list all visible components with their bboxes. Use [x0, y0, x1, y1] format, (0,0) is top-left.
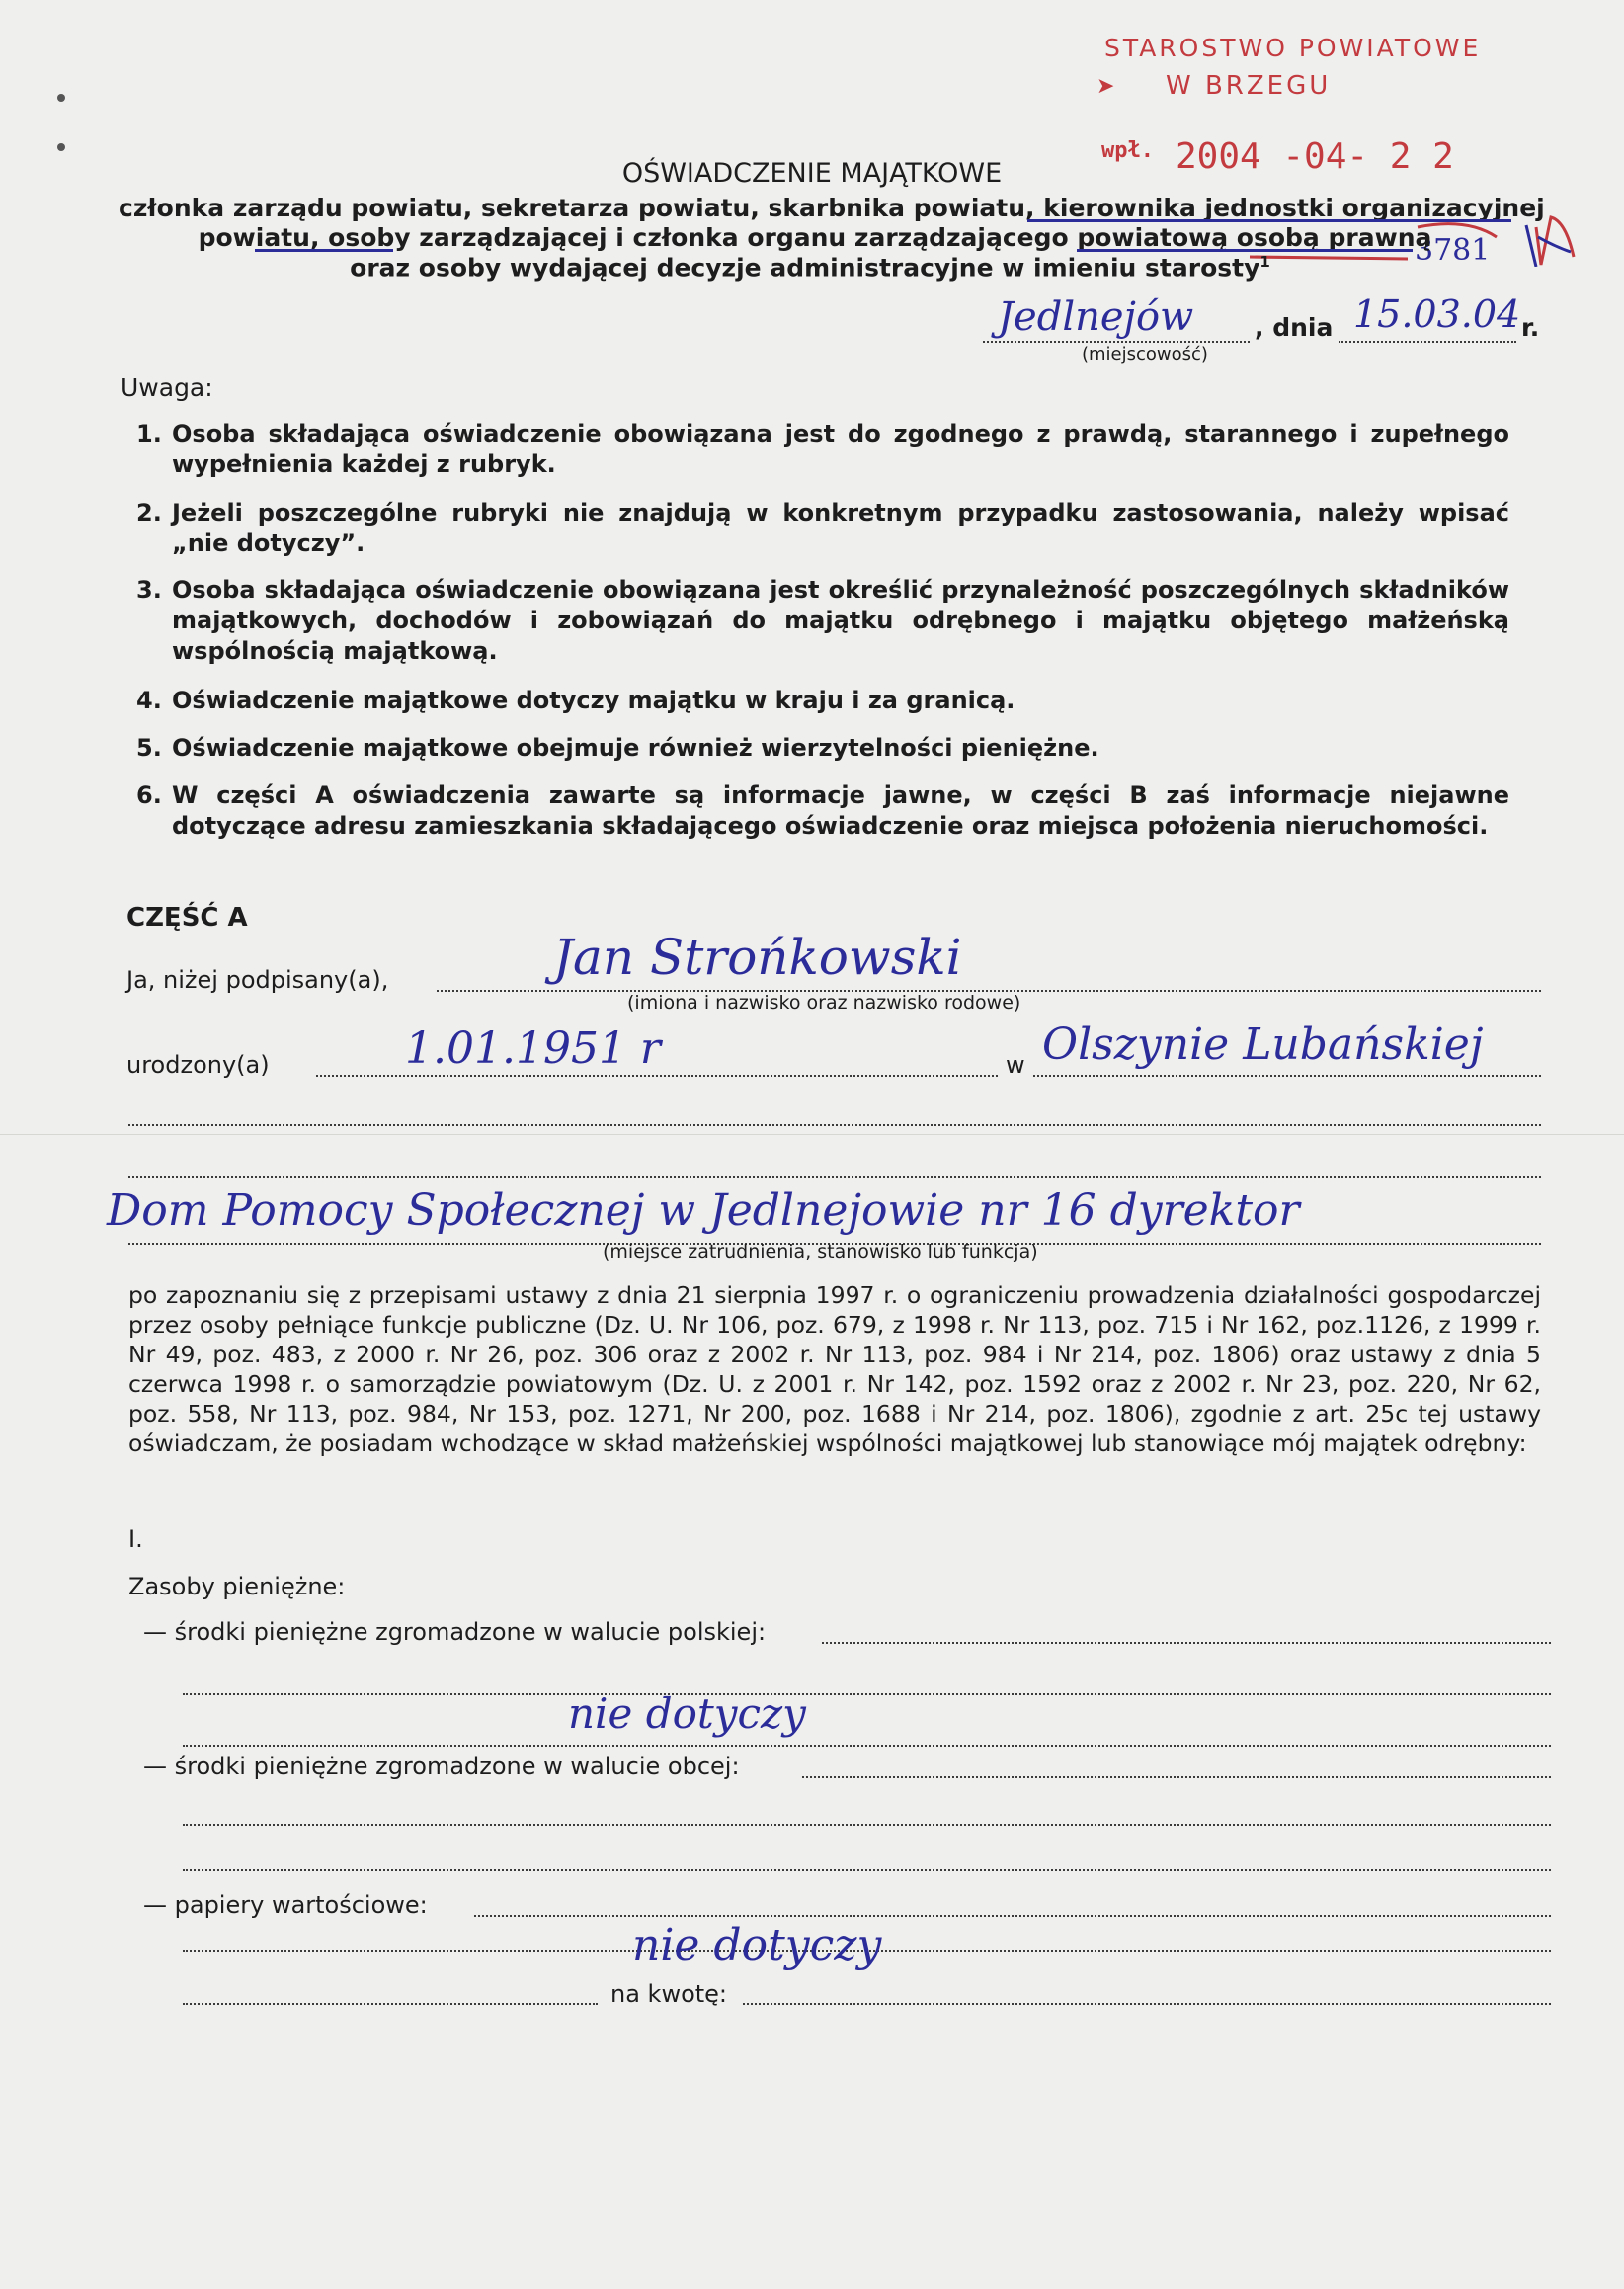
registration-number: 3781: [1415, 233, 1491, 268]
note-text: Osoba składająca oświadczenie obowiązana jest do zgodnego z prawdą, starannego i zupełnego wypełnienia każdej z rubryk.: [172, 420, 1509, 478]
note-item: [136, 780, 1509, 842]
note-number: 6.: [136, 781, 162, 809]
hw-underline-3: [1077, 249, 1413, 252]
securities-dotted-line: [474, 1915, 1551, 1917]
note-text: Osoba składająca oświadczenie obowiązana jest określić przynależność poszczególnych składników majątkowych, dochodów i zobowiązań do majątku odrębnego i majątku objętego małżeńską wspólnością majątkową.: [172, 576, 1509, 665]
note-text: Oświadczenie majątkowe obejmuje również wierzytelności pieniężne.: [172, 734, 1099, 762]
statement-paragraph: po zapoznaniu się z przepisami ustawy z dnia 21 sierpnia 1997 r. o ograniczeniu prowadzenia działalności gospodarczej przez osoby pełniące funkcje publiczne (Dz. U. Nr 106, poz. 679, z 1998 r. Nr 113, poz. 715 i Nr 162, poz.1126, z 1999 r. Nr 49, poz. 483, z 2000 r. Nr 26, poz. 306 oraz z 2002 r. Nr 113, poz. 984 i Nr 214, poz. 1806) oraz ustawy z dnia 5 czerwca 1998 r. o samorządzie powiatowym (Dz. U. z 2001 r. Nr 142, poz. 1592 oraz z 2002 r. Nr 23, poz. 220, Nr 62, poz. 558, Nr 113, poz. 984, Nr 153, poz. 1271, Nr 200, poz. 1688 i Nr 214, poz. 1806), zgodnie z art. 25c tej ustawy oświadczam, że posiadam wchodzące w skład małżeńskiej wspólności majątkowej lub stanowiące mój majątek odrębny:: [128, 1281, 1541, 1457]
date-handwritten: 15.03.04: [1353, 292, 1521, 336]
foreign-label: — środki pieniężne zgromadzone w walucie obcej:: [143, 1753, 740, 1780]
subtitle-line-2: powiatu, osoby zarządzającej i członka organu zarządzającego powiatową osobą prawną: [198, 223, 1432, 252]
pln-handwritten: nie dotyczy: [568, 1689, 806, 1738]
stamp-received-date: 2004 -04- 2 2: [1176, 136, 1454, 177]
employment-caption: (miejsce zatrudnienia, stanowisko lub funkcja): [603, 1241, 1038, 1263]
note-number: 2.: [136, 499, 162, 527]
binder-hole-mark: [57, 143, 65, 151]
note-text: Oświadczenie majątkowe dotyczy majątku w kraju i za granicą.: [172, 687, 1015, 714]
subtitle-line-3-text: oraz osoby wydającej decyzje administracyjne w imieniu starosty: [350, 253, 1260, 283]
note-item: [136, 498, 1509, 559]
pln-dotted-line: [183, 1745, 1551, 1747]
foreign-dotted-line: [183, 1824, 1551, 1826]
name-label: Ja, niżej podpisany(a),: [126, 966, 389, 994]
hw-underline-2: [255, 249, 393, 252]
subtitle-line-1: członka zarządu powiatu, sekretarza powiatu, skarbnika powiatu, kierownika jednostki organizacyjnej: [119, 194, 1545, 222]
foreign-dotted-line: [802, 1776, 1551, 1778]
born-date-dotted-line: [316, 1075, 998, 1077]
place-handwritten: Jedlnejów: [998, 294, 1194, 340]
note-item: [136, 733, 1509, 764]
pln-dotted-line: [822, 1642, 1551, 1644]
paper-fold-line: [0, 1134, 1624, 1135]
amount-dotted-line: [183, 2003, 598, 2005]
note-text: W części A oświadczenia zawarte są informacje jawne, w części B zaś informacje niejawne dotyczące adresu zamieszkania składającego oświadczenie oraz miejsca położenia nieruchomości.: [172, 781, 1509, 840]
year-suffix: r.: [1521, 313, 1540, 342]
note-number: 3.: [136, 576, 162, 604]
date-dotted-line: [1339, 341, 1516, 343]
blank-dotted-line: [128, 1176, 1541, 1178]
part-a-heading: CZĘŚĆ A: [126, 903, 248, 933]
footnote-mark: 1: [1259, 253, 1270, 271]
pln-label: — środki pieniężne zgromadzone w walucie polskiej:: [143, 1618, 767, 1646]
born-date-handwritten: 1.01.1951 r: [405, 1023, 661, 1074]
employment-handwritten: Dom Pomocy Społecznej w Jedlnejowie nr 16 dyrektor: [107, 1185, 1300, 1236]
place-caption: (miejscowość): [1082, 344, 1208, 365]
securities-handwritten: nie dotyczy: [632, 1921, 882, 1971]
stamp-arrow-icon: ➤: [1096, 74, 1115, 99]
binder-hole-mark: [57, 94, 65, 102]
notes-heading: Uwaga:: [121, 373, 213, 402]
stamp-office-name: STAROSTWO POWIATOWE: [1104, 34, 1482, 62]
note-text: Jeżeli poszczególne rubryki nie znajdują w konkretnym przypadku zastosowania, należy wpisać „nie dotyczy”.: [172, 499, 1509, 557]
hw-underline-1: [1027, 219, 1511, 222]
note-item: [136, 575, 1509, 667]
born-label: urodzony(a): [126, 1051, 270, 1079]
stamp-received-label: wpł.: [1101, 138, 1154, 163]
amount-dotted-line: [743, 2003, 1551, 2005]
born-in-label: w: [1006, 1051, 1025, 1079]
blank-dotted-line: [128, 1124, 1541, 1126]
stamp-office-city: W BRZEGU: [1166, 71, 1332, 101]
section-numeral: I.: [128, 1525, 143, 1553]
place-dotted-line: [983, 341, 1250, 343]
born-place-dotted-line: [1033, 1075, 1541, 1077]
note-number: 5.: [136, 734, 162, 762]
note-number: 4.: [136, 687, 162, 714]
note-number: 1.: [136, 420, 162, 448]
page-title: OŚWIADCZENIE MAJĄTKOWE: [621, 158, 1003, 189]
securities-label: — papiery wartościowe:: [143, 1891, 428, 1919]
pln-dotted-line: [183, 1693, 1551, 1695]
section-heading: Zasoby pieniężne:: [128, 1573, 346, 1600]
date-label: , dnia: [1255, 313, 1334, 342]
name-caption: (imiona i nazwisko oraz nazwisko rodowe): [627, 992, 1021, 1014]
born-place-handwritten: Olszynie Lubańskiej: [1042, 1020, 1484, 1070]
subtitle-line-3: [296, 253, 1324, 282]
foreign-dotted-line: [183, 1869, 1551, 1871]
note-item: [136, 686, 1509, 716]
name-handwritten: Jan Strońkowski: [553, 929, 962, 986]
note-item: [136, 419, 1509, 480]
amount-label: na kwotę:: [610, 1980, 728, 2007]
